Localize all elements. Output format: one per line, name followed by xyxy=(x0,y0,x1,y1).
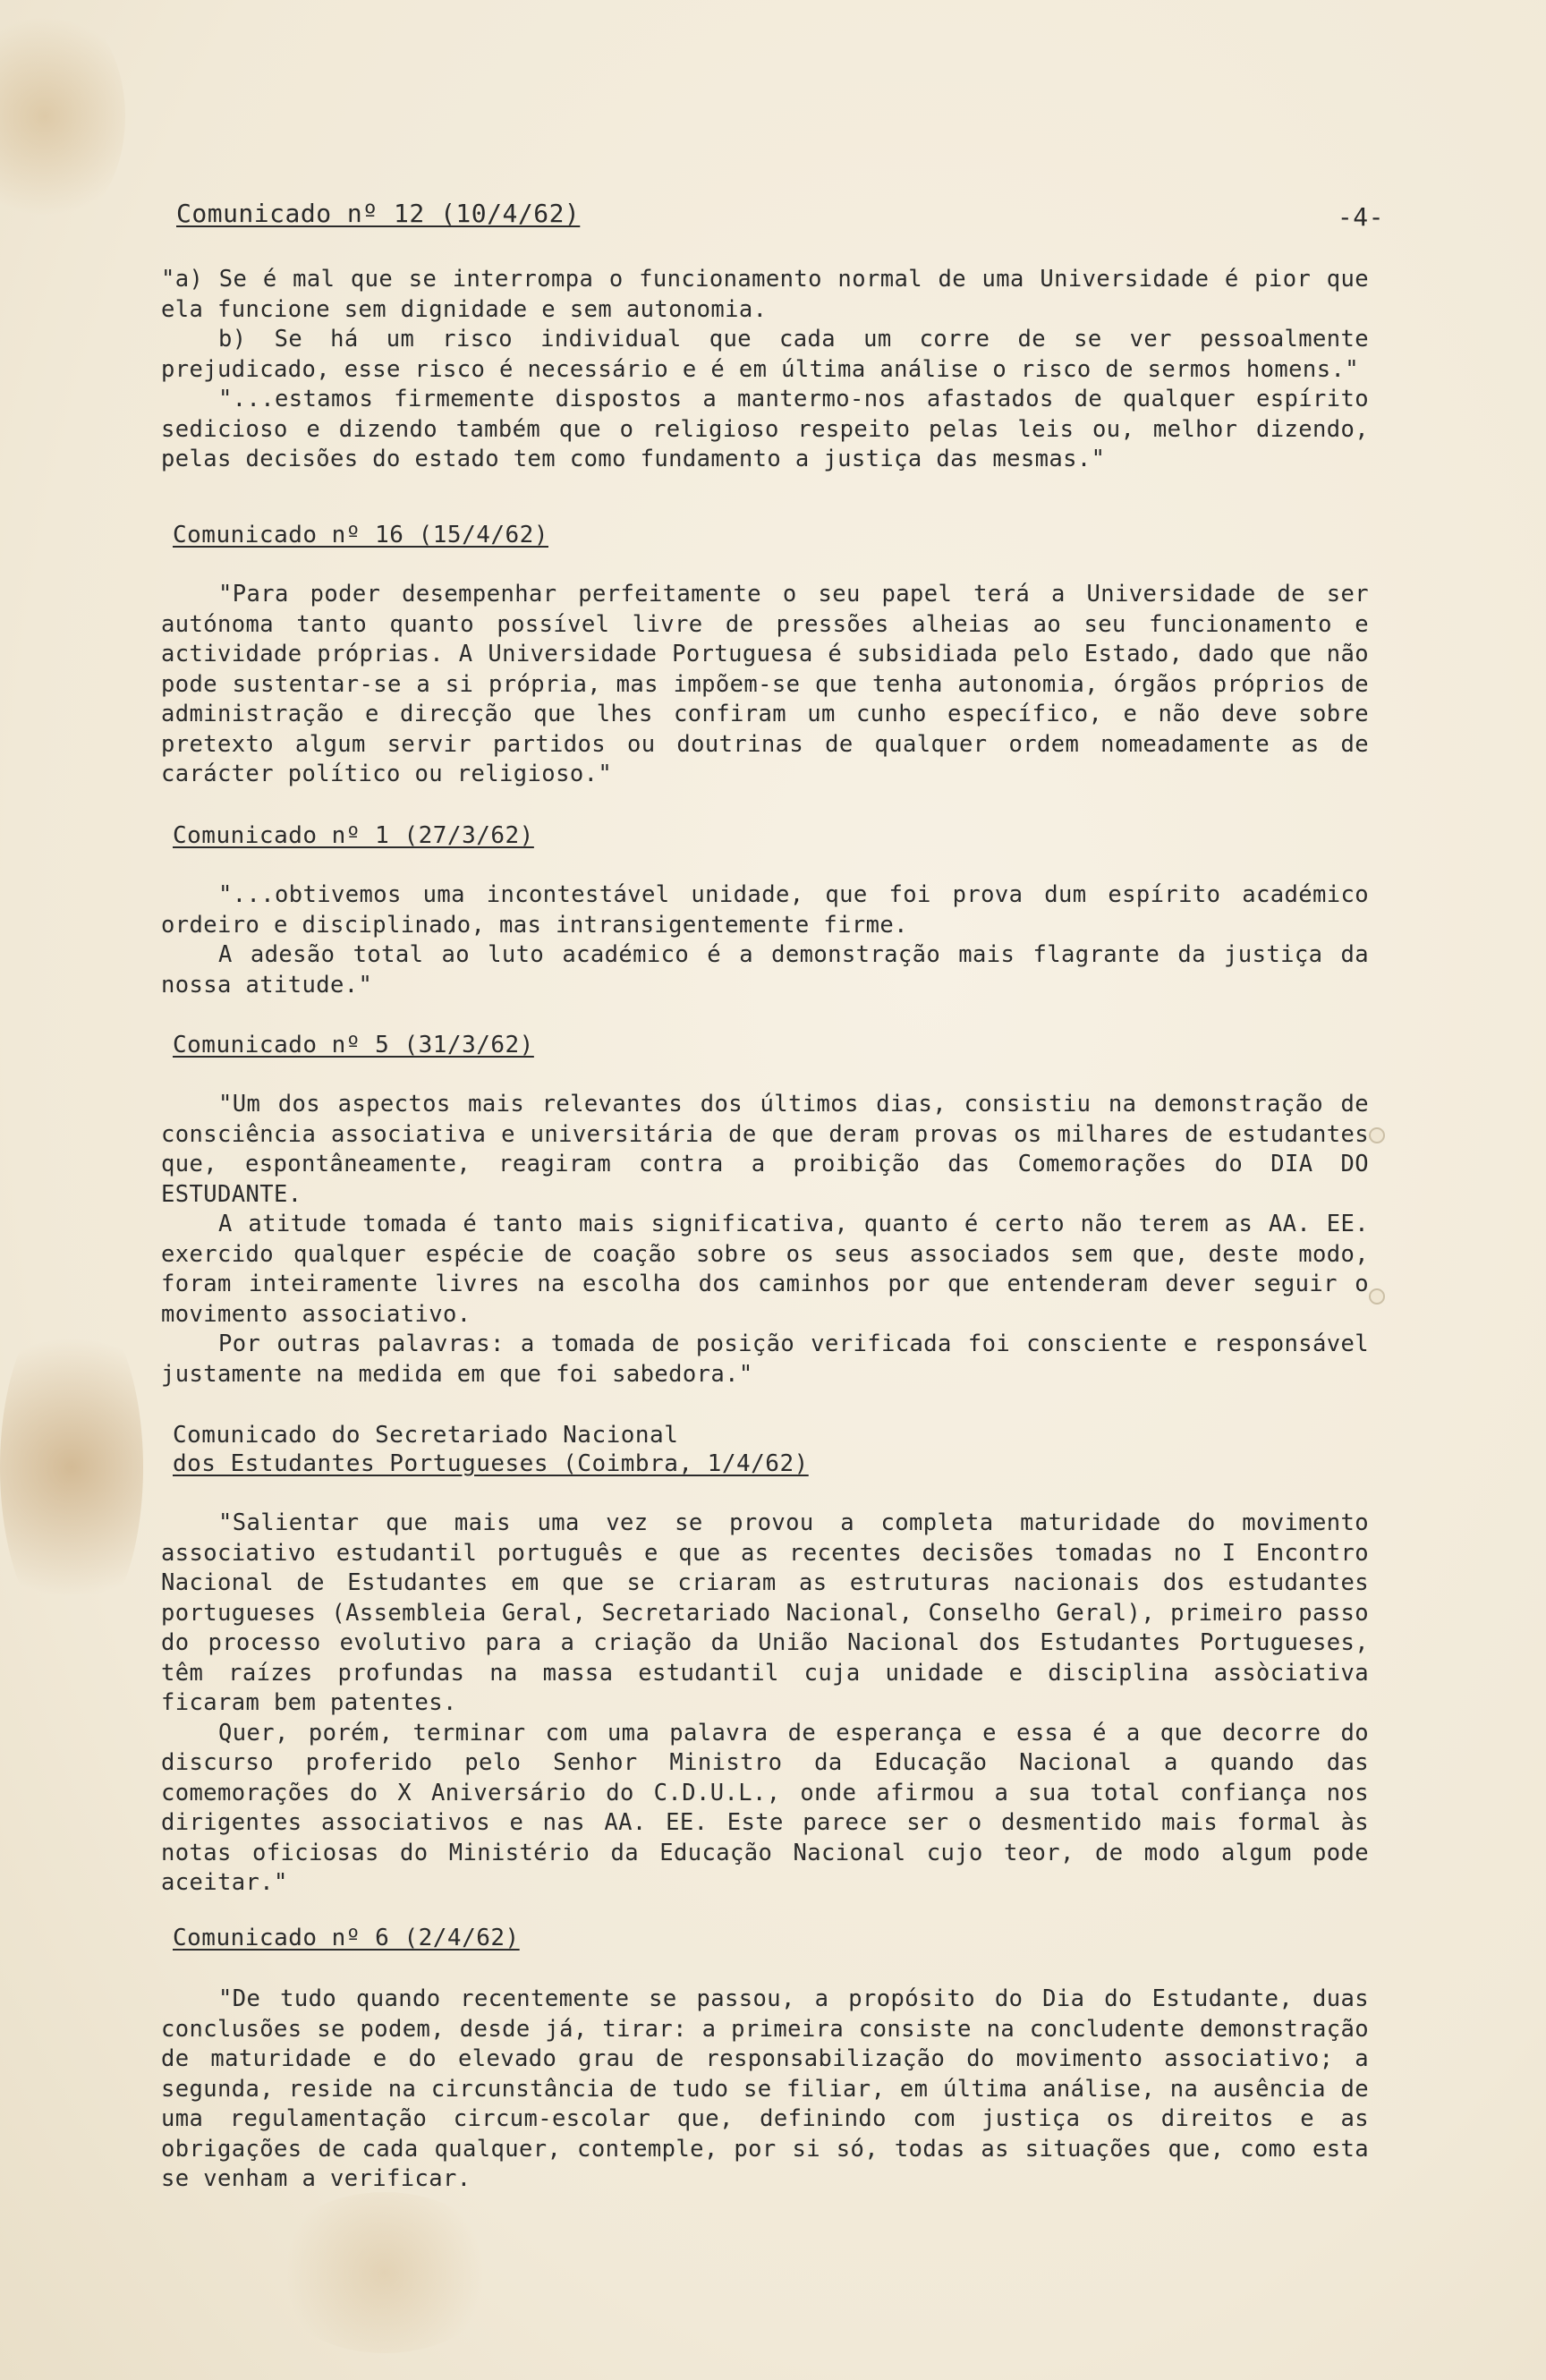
header-title: Comunicado nº 12 (10/4/62) xyxy=(176,199,581,228)
paragraph: "Salientar que mais uma vez se provou a completa maturidade do movimento associativo estudantil português e que as recentes decisões tomadas no I Encontro Nacional de Estudantes em que se criaram as estruturas nacionais dos estudantes portugueses (Assembleia Geral, Secretariado Nacional, Conselho Geral), primeiro passo do processo evolutivo para a criação da União Nacional dos Estudantes Portugueses, têm raízes profundas na massa estudantil cuja unidade e disciplina assòciativa ficaram bem patentes. xyxy=(161,1509,1369,1716)
text-block xyxy=(161,1509,1369,1899)
paragraph: "...estamos firmemente dispostos a mantermo-nos afastados de qualquer espírito sedicioso e dizendo também que o religioso respeito pelas leis ou, melhor dizendo, pelas decisões do estado tem como fundamento a justiça das mesmas." xyxy=(161,386,1369,472)
paragraph: "De tudo quando recentemente se passou, a propósito do Dia do Estudante, duas conclusões se podem, desde já, tirar: a primeira consiste na concludente demonstração de maturidade e do elevado grau de responsabilização do movimento associativo; a segunda, reside na circunstância de tudo se filiar, em última análise, na ausência de uma regulamentação circum-escolar que, definindo com justiça os direitos e as obrigações de cada qualquer, contemple, por si só, todas as situações que, como esta se venham a verificar. xyxy=(161,1985,1369,2192)
section-heading: Comunicado nº 1 (27/3/62) xyxy=(173,822,534,849)
paragraph: Quer, porém, terminar com uma palavra de esperança e essa é a que decorre do discurso proferido pelo Senhor Ministro da Educação Nacional a quando das comemorações do X Aniversário do C.D.U.L., onde afirmou a sua total confiança nos dirigentes associativos e nas AA. EE. Este parece ser o desmentido mais formal às notas oficiosas do Ministério da Educação Nacional cujo teor, de modo algum pode aceitar." xyxy=(161,1719,1369,1896)
paper-stain xyxy=(268,2192,501,2353)
section-heading: Comunicado nº 6 (2/4/62) xyxy=(173,1925,520,1951)
text-block xyxy=(161,880,1369,1000)
paragraph: A atitude tomada é tanto mais significativa, quanto é certo não terem as AA. EE. exercido qualquer espécie de coação sobre os seus associados sem que, deste modo, foram inteiramente livres na escolha dos caminhos por que entenderam dever seguir o movimento associativo. xyxy=(161,1211,1369,1328)
text-block xyxy=(161,1090,1369,1390)
section-heading: Comunicado do Secretariado Nacional dos Estudantes Portugueses (Coimbra, 1/4/62) xyxy=(173,1422,809,1477)
paragraph: A adesão total ao luto académico é a demonstração mais flagrante da justiça da nossa atitude." xyxy=(161,941,1369,999)
text-block xyxy=(161,580,1369,790)
paragraph: "Para poder desempenhar perfeitamente o seu papel terá a Universidade de ser autónoma tanto quanto possível livre de pressões alheias ao seu funcionamento e actividade próprias. A Universidade Portuguesa é subsidiada pelo Estado, dado que não pode sustentar-se a si própria, mas impõem-se que tenha autonomia, órgãos próprios de administração e direcção que lhes confiram um cunho específico, e não deve sobre pretexto algum servir partidos ou doutrinas de qualquer ordem nomeadamente as de carácter político ou religioso." xyxy=(161,581,1369,787)
paragraph: Por outras palavras: a tomada de posição verificada foi consciente e responsável justamente na medida em que foi sabedora." xyxy=(161,1330,1369,1388)
page-number: -4- xyxy=(1337,202,1384,232)
page-header xyxy=(176,199,1384,234)
text-block xyxy=(161,1985,1369,2195)
paragraph: "Um dos aspectos mais relevantes dos últimos dias, consistiu na demonstração de consciência associativa e universitária de que deram provas os milhares de estudantes que, espontâneamente, reagiram contra a proibição das Comemorações do DIA DO ESTUDANTE. xyxy=(161,1091,1369,1208)
paragraph: "...obtivemos uma incontestável unidade, que foi prova dum espírito académico ordeiro e disciplinado, mas intransigentemente firme. xyxy=(161,881,1369,939)
paper-stain xyxy=(0,0,125,233)
section-heading: Comunicado nº 16 (15/4/62) xyxy=(173,522,548,548)
paragraph: b) Se há um risco individual que cada um corre de se ver pessoalmente prejudicado, esse risco é necessário e é em última análise o risco de sermos homens." xyxy=(161,326,1369,383)
punch-hole xyxy=(1369,1288,1385,1305)
punch-hole xyxy=(1369,1127,1385,1143)
paper-stain xyxy=(0,1297,143,1637)
paragraph: "a) Se é mal que se interrompa o funcionamento normal de uma Universidade é pior que ela funcione sem dignidade e sem autonomia. xyxy=(161,266,1369,323)
section-heading: Comunicado nº 5 (31/3/62) xyxy=(173,1032,534,1058)
text-block xyxy=(161,265,1369,475)
